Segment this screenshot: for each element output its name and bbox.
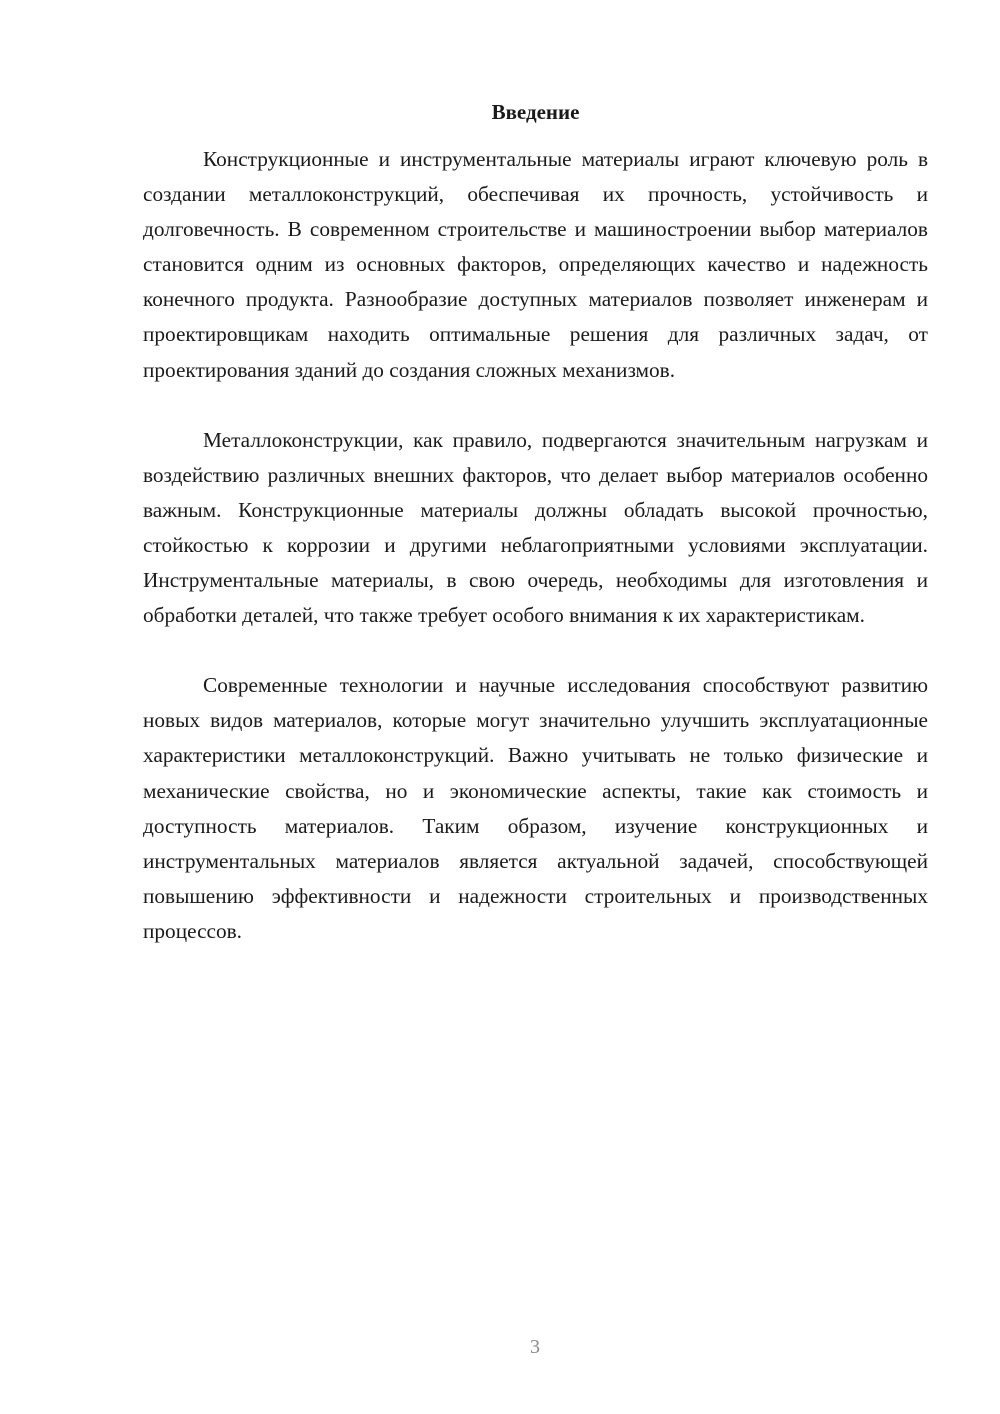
body-text: [143, 142, 928, 984]
paragraph-2: Металлоконструкции, как правило, подвергаются значительным нагрузкам и воздействию различных внешних факторов, что делает выбор материалов особенно важным. Конструкционные материалы должны обладать высокой прочностью, стойкостью к коррозии и другими неблагоприятными условиями эксплуатации. Инструментальные материалы, в свою очередь, необходимы для изготовления и обработки деталей, что также требует особого внимания к их характеристикам.: [143, 427, 928, 628]
section-title: Введение: [491, 100, 580, 124]
paragraph-1: Конструкционные и инструментальные материалы играют ключевую роль в создании металлоконструкций, обеспечивая их прочность, устойчивость и долговечность. В современном строительстве и машиностроении выбор материалов становится одним из основных факторов, определяющих качество и надежность конечного продукта. Разнообразие доступных материалов позволяет инженерам и проектировщикам находить оптимальные решения для различных задач, от проектирования зданий до создания сложных механизмов.: [143, 147, 928, 382]
paragraph-3: Современные технологии и научные исследования способствуют развитию новых видов материалов, которые могут значительно улучшить эксплуатационные характеристики металлоконструкций. Важно учитывать не только физические и механические свойства, но и экономические аспекты, такие как стоимость и доступность материалов. Таким образом, изучение конструкционных и инструментальных материалов является актуальной задачей, способствующей повышению эффективности и надежности строительных и производственных процессов.: [143, 673, 928, 943]
page-number: 3: [530, 1336, 540, 1358]
